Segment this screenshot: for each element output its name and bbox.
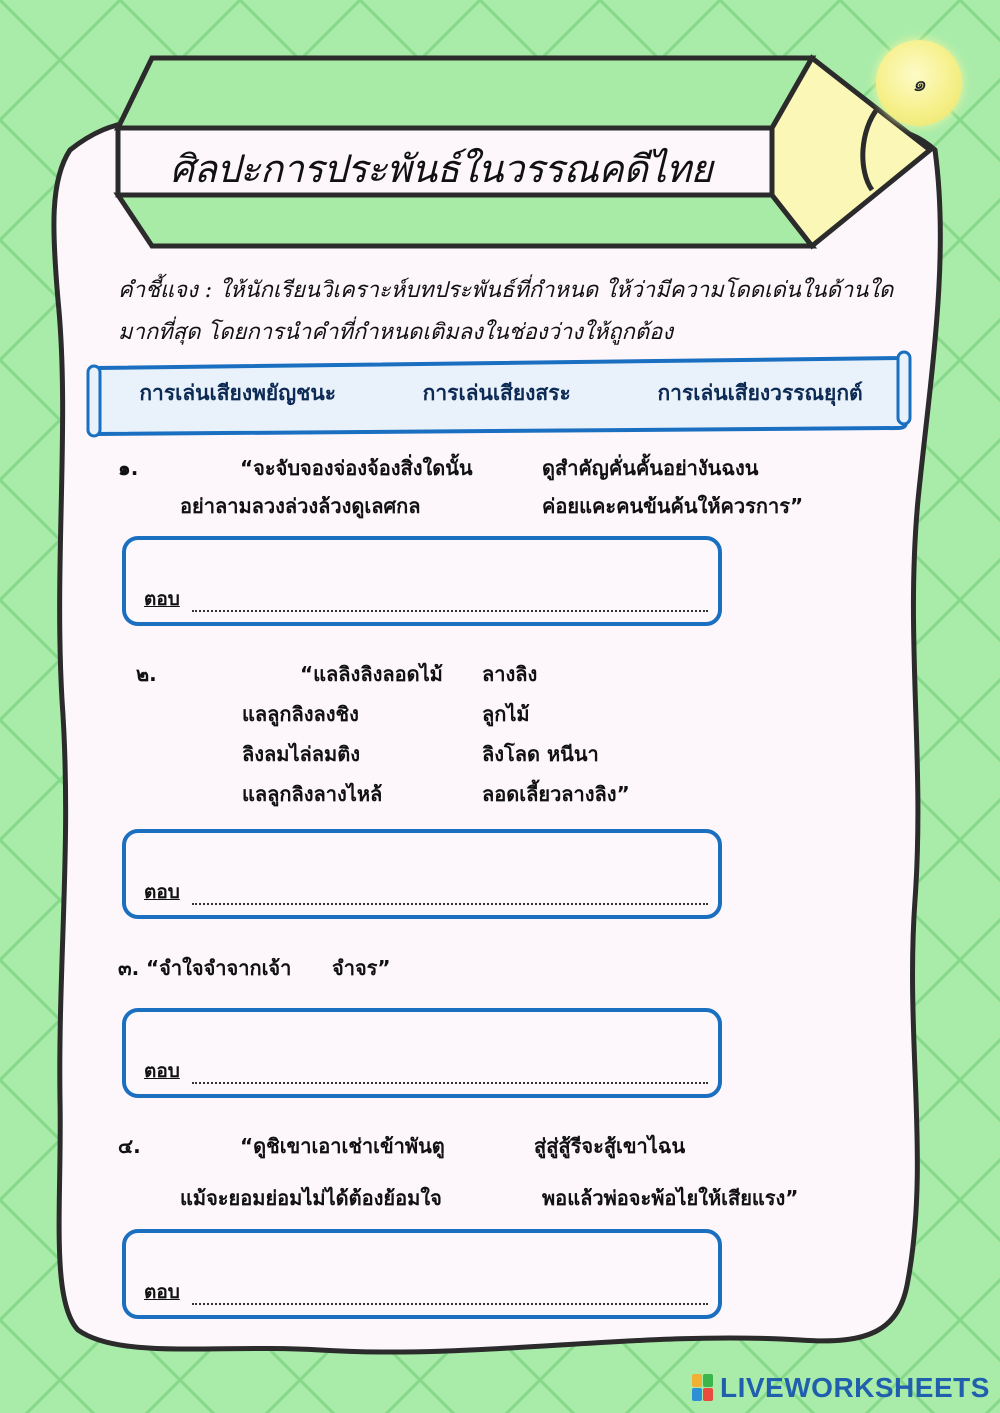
answer-label: ตอบ	[144, 1281, 180, 1303]
brand-name: LIVEWORKSHEETS	[720, 1372, 990, 1403]
question-3-line-1a: “จำใจจำจากเจ้า	[146, 956, 292, 980]
question-3-line-1b: จำจร”	[332, 956, 391, 980]
question-2-line-2a: แลลูกลิงลงชิง	[242, 702, 359, 726]
word-option-vowel[interactable]: การเล่นเสียงสระ	[422, 380, 571, 405]
answer-box-2	[122, 829, 722, 919]
answer-input-3[interactable]	[192, 1054, 708, 1084]
question-4-line-2b: พอแล้วพ่อจะพ้อไยให้เสียแรง”	[542, 1186, 799, 1210]
question-4-line-2a: แม้จะยอมย่อมไม่ได้ต้องย้อมใจ	[180, 1186, 442, 1210]
liveworksheets-brand[interactable]	[692, 1372, 990, 1404]
page-title: ศิลปะการประพันธ์ในวรรณคดีไทย	[170, 147, 713, 191]
word-option-consonant[interactable]: การเล่นเสียงพยัญชนะ	[139, 380, 336, 405]
question-3-number: ๓.	[118, 956, 140, 980]
question-2-line-3a: ลิงลมไล่ลมติง	[242, 742, 360, 766]
answer-box-4	[122, 1229, 722, 1319]
question-4-line-1b: สู่สู่สู้รีจะสู้เขาไฉน	[534, 1134, 686, 1158]
question-1-line-1b: ดูสำคัญคั่นคั้นอย่างันฉงน	[542, 456, 759, 480]
instructions-text: คำชี้แจง : ให้นักเรียนวิเคราะห์บทประพันธ์ที่กำหนด ให้ว่ามีความโดดเด่นในด้านใดมากที่สุด โดยการนำคำที่กำหนดเติมลงในช่องว่างให้ถูกต้อง	[118, 278, 894, 345]
question-2-number: ๒.	[136, 662, 157, 686]
word-option-tone[interactable]: การเล่นเสียงวรรณยุกต์	[657, 380, 863, 405]
question-1-line-2b: ค่อยแคะคนข้นค้นให้ควรการ”	[542, 494, 804, 518]
question-2-line-1b: ลางลิง	[482, 662, 538, 686]
liveworksheets-logo-icon	[692, 1374, 714, 1402]
answer-input-1[interactable]	[192, 582, 708, 612]
answer-label: ตอบ	[144, 1060, 180, 1082]
question-1-line-2a: อย่าลามลวงล่วงล้วงดูเลศกล	[180, 494, 421, 518]
question-2-line-3b: ลิงโลด หนีนา	[482, 742, 599, 766]
answer-input-2[interactable]	[192, 875, 708, 905]
answer-box-3	[122, 1008, 722, 1098]
question-4-line-1a: “ดูชิเขาเอาเช่าเข้าพันตู	[240, 1134, 445, 1158]
answer-input-4[interactable]	[192, 1275, 708, 1305]
page-number-badge: ๑	[876, 40, 962, 126]
question-1-line-1a: “จะจับจองจ่องจ้องสิ่งใดนั้น	[240, 456, 473, 480]
question-2-line-1a: “แลลิงลิงลอดไม้	[300, 662, 443, 686]
answer-label: ตอบ	[144, 881, 180, 903]
question-2-line-2b: ลูกไม้	[482, 702, 530, 726]
question-2-line-4b: ลอดเลี้ยวลางลิง”	[482, 782, 630, 806]
answer-box-1	[122, 536, 722, 626]
question-4-number: ๔.	[118, 1134, 141, 1158]
answer-label: ตอบ	[144, 588, 180, 610]
question-2-line-4a: แลลูกลิงลางไหล้	[242, 782, 383, 806]
question-1-number: ๑.	[118, 456, 139, 480]
word-bank	[96, 364, 906, 422]
